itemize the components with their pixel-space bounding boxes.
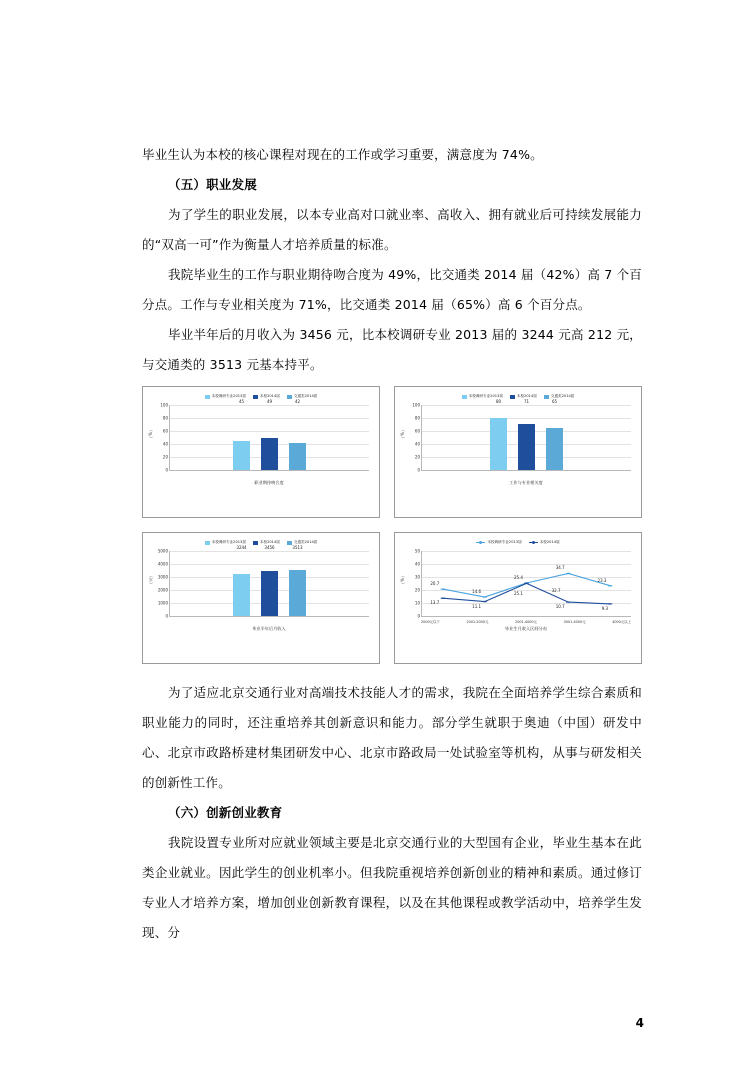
legend-swatch-icon <box>205 541 210 545</box>
x-tick: 3001-4000元 <box>563 620 586 624</box>
bar-value-label: 3244 <box>236 545 247 550</box>
paragraph-2: 为了学生的职业发展，以本专业高对口就业率、高收入、拥有就业后可持续发展能力的“双高一可”作为衡量人才培养质量的标准。 <box>142 207 642 252</box>
chart-income-distribution-legend <box>395 533 641 545</box>
legend-swatch-icon <box>544 395 549 399</box>
x-tick-row <box>421 619 631 624</box>
y-tick: 40 <box>414 441 420 447</box>
bar-value-label: 49 <box>266 399 273 404</box>
legend-item <box>476 540 521 545</box>
bar-item <box>518 399 535 470</box>
chart-expectation-plot <box>147 401 375 487</box>
y-tick: 100 <box>160 402 168 408</box>
paragraph-5: 为了适应北京交通行业对高端技术技能人才的需求，我院在全面培养学生综合素质和职业能力的同时，还注重培养其创新意识和能力。部分学生就职于奥迪（中国）研发中心、北京市政路桥建材集团研发中心、北京市路政局一处试验室等机构，从事与研发相关的创新性工作。 <box>142 685 642 790</box>
chart-expectation <box>142 386 380 518</box>
y-tick: 20 <box>162 454 168 460</box>
bar <box>233 574 250 616</box>
bar-item <box>261 399 278 470</box>
x-tick: 2001-4000元 <box>515 620 537 624</box>
y-tick: 20 <box>414 454 420 460</box>
legend-label: 交通类2014届 <box>293 394 318 398</box>
bar-value-label: 42 <box>294 399 301 404</box>
plot-area <box>157 545 369 619</box>
page-number: 4 <box>635 1016 644 1030</box>
legend-swatch-icon <box>287 395 292 399</box>
legend-label: 交通类2014届 <box>293 540 318 544</box>
legend-label: 本校2014届 <box>259 540 280 544</box>
paragraph-1: 毕业生认为本校的核心课程对现在的工作或学习重要，满意度为 74%。 <box>142 147 543 162</box>
legend-swatch-icon <box>462 395 467 399</box>
chart-income-distribution-plot <box>399 547 637 633</box>
legend-item <box>529 540 560 545</box>
bar-value-label: 3513 <box>292 545 303 550</box>
legend-swatch-icon <box>287 541 292 545</box>
bar-value-label: 65 <box>551 399 558 404</box>
legend-label: 本校调研专业2013届 <box>211 540 246 544</box>
bar-item <box>289 545 306 616</box>
chart-expectation-legend <box>143 387 379 399</box>
y-tick: 10 <box>414 600 420 606</box>
chart-income <box>142 532 380 664</box>
legend-line-icon <box>476 542 485 543</box>
legend-label: 本校2014届 <box>539 540 560 544</box>
y-tick: 0 <box>165 467 168 473</box>
legend-label: 交通类2014届 <box>550 394 575 398</box>
chart-row-1 <box>142 386 642 518</box>
y-tick: 0 <box>417 467 420 473</box>
charts-block <box>142 386 642 664</box>
y-tick: 60 <box>162 428 168 434</box>
y-tick: 100 <box>412 402 420 408</box>
y-tick: 50 <box>414 548 420 554</box>
y-tick: 40 <box>162 441 168 447</box>
bar-item <box>233 399 250 470</box>
y-tick: 0 <box>165 613 168 619</box>
bar <box>233 441 250 470</box>
bar <box>261 438 278 470</box>
bar-value-label: 80 <box>495 399 502 404</box>
bar-group <box>170 545 369 616</box>
line-series-svg <box>422 551 631 616</box>
bar-value-label: 3456 <box>264 545 275 550</box>
bar-item <box>233 545 250 616</box>
chart-income-legend <box>143 533 379 545</box>
bar-item <box>289 399 306 470</box>
bar-item <box>261 545 278 616</box>
heading-innovation-entrepreneurship: （六）创新创业教育 <box>168 805 283 820</box>
y-tick: 60 <box>414 428 420 434</box>
chart-relevance <box>394 386 642 518</box>
paragraph-3: 我院毕业生的工作与职业期待吻合度为 49%，比交通类 2014 届（42%）高 7 个百分点。工作与专业相关度为 71%，比交通类 2014 届（65%）高 6 个百分点。 <box>142 267 642 312</box>
y-axis-label: （%） <box>400 427 405 441</box>
bar-value-label: 71 <box>523 399 530 404</box>
bar-item <box>490 399 507 470</box>
plot-area <box>160 399 369 473</box>
y-tick: 2000 <box>157 587 168 593</box>
page-content <box>142 140 642 948</box>
bar-group <box>170 399 369 470</box>
bar <box>261 571 278 616</box>
legend-item <box>544 394 575 399</box>
y-axis-label: （%） <box>400 573 405 587</box>
legend-line-icon <box>529 542 538 543</box>
x-axis-label: 职业期待吻合度 <box>254 480 284 485</box>
y-tick: 30 <box>414 574 420 580</box>
y-axis-label: （%） <box>148 427 153 441</box>
legend-label: 本校调研专业2013届 <box>487 540 522 544</box>
chart-income-plot <box>147 547 375 633</box>
legend-swatch-icon <box>253 541 258 545</box>
y-tick: 80 <box>162 415 168 421</box>
x-tick: 4000元以上 <box>612 620 631 624</box>
bar <box>518 424 535 470</box>
paragraph-6: 我院设置专业所对应就业领域主要是北京交通行业的大型国有企业，毕业生基本在此类企业就业。因此学生的创业机率小。但我院重视培养创新创业的精神和素质。通过修订专业人才培养方案，增加创业创新教育课程，以及在其他课程或教学活动中，培养学生发现、分 <box>142 835 642 940</box>
bar <box>546 428 563 470</box>
y-tick: 1000 <box>157 600 168 606</box>
y-tick: 80 <box>414 415 420 421</box>
legend-label: 本校2014届 <box>259 394 280 398</box>
bar <box>490 418 507 470</box>
chart-income-distribution <box>394 532 642 664</box>
x-axis-label: 毕业生月收入区间分布 <box>505 626 547 631</box>
paragraph-4: 毕业半年后的月收入为 3456 元，比本校调研专业 2013 届的 3244 元高 212 元，与交通类的 3513 元基本持平。 <box>142 327 642 372</box>
chart-relevance-plot <box>399 401 637 487</box>
legend-label: 本校2014届 <box>516 394 537 398</box>
bar-value-label: 45 <box>238 399 245 404</box>
y-axis-label: （元） <box>148 573 153 587</box>
y-tick: 40 <box>414 561 420 567</box>
y-tick: 3000 <box>157 574 168 580</box>
legend-swatch-icon <box>253 395 258 399</box>
y-tick: 20 <box>414 587 420 593</box>
y-tick: 4000 <box>157 561 168 567</box>
legend-item <box>287 394 318 399</box>
bar <box>289 570 306 616</box>
bar-item <box>546 399 563 470</box>
bar-group <box>422 399 631 470</box>
x-axis-label: 工作与专业相关度 <box>509 480 543 485</box>
chart-row-2 <box>142 532 642 664</box>
y-tick: 0 <box>417 613 420 619</box>
legend-label: 本校调研专业2013届 <box>211 394 246 398</box>
plot-area <box>412 399 631 473</box>
y-tick: 5000 <box>157 548 168 554</box>
legend-swatch-icon <box>205 395 210 399</box>
bar <box>289 443 306 470</box>
heading-career-development: （五）职业发展 <box>168 177 257 192</box>
legend-swatch-icon <box>510 395 515 399</box>
x-axis-label: 毕业半年后月收入 <box>252 626 286 631</box>
plot-area: 50 40 30 20 10 0 20.7 14.6 25.4 34.7 23.3 13.7 11.1 25.1 32.7 9.3 10.7 <box>421 551 631 617</box>
chart-relevance-legend <box>395 387 641 399</box>
legend-label: 本校调研专业2013届 <box>468 394 503 398</box>
x-tick: 2001-2000元 <box>466 620 489 624</box>
x-tick: 2000元以下 <box>421 620 440 624</box>
